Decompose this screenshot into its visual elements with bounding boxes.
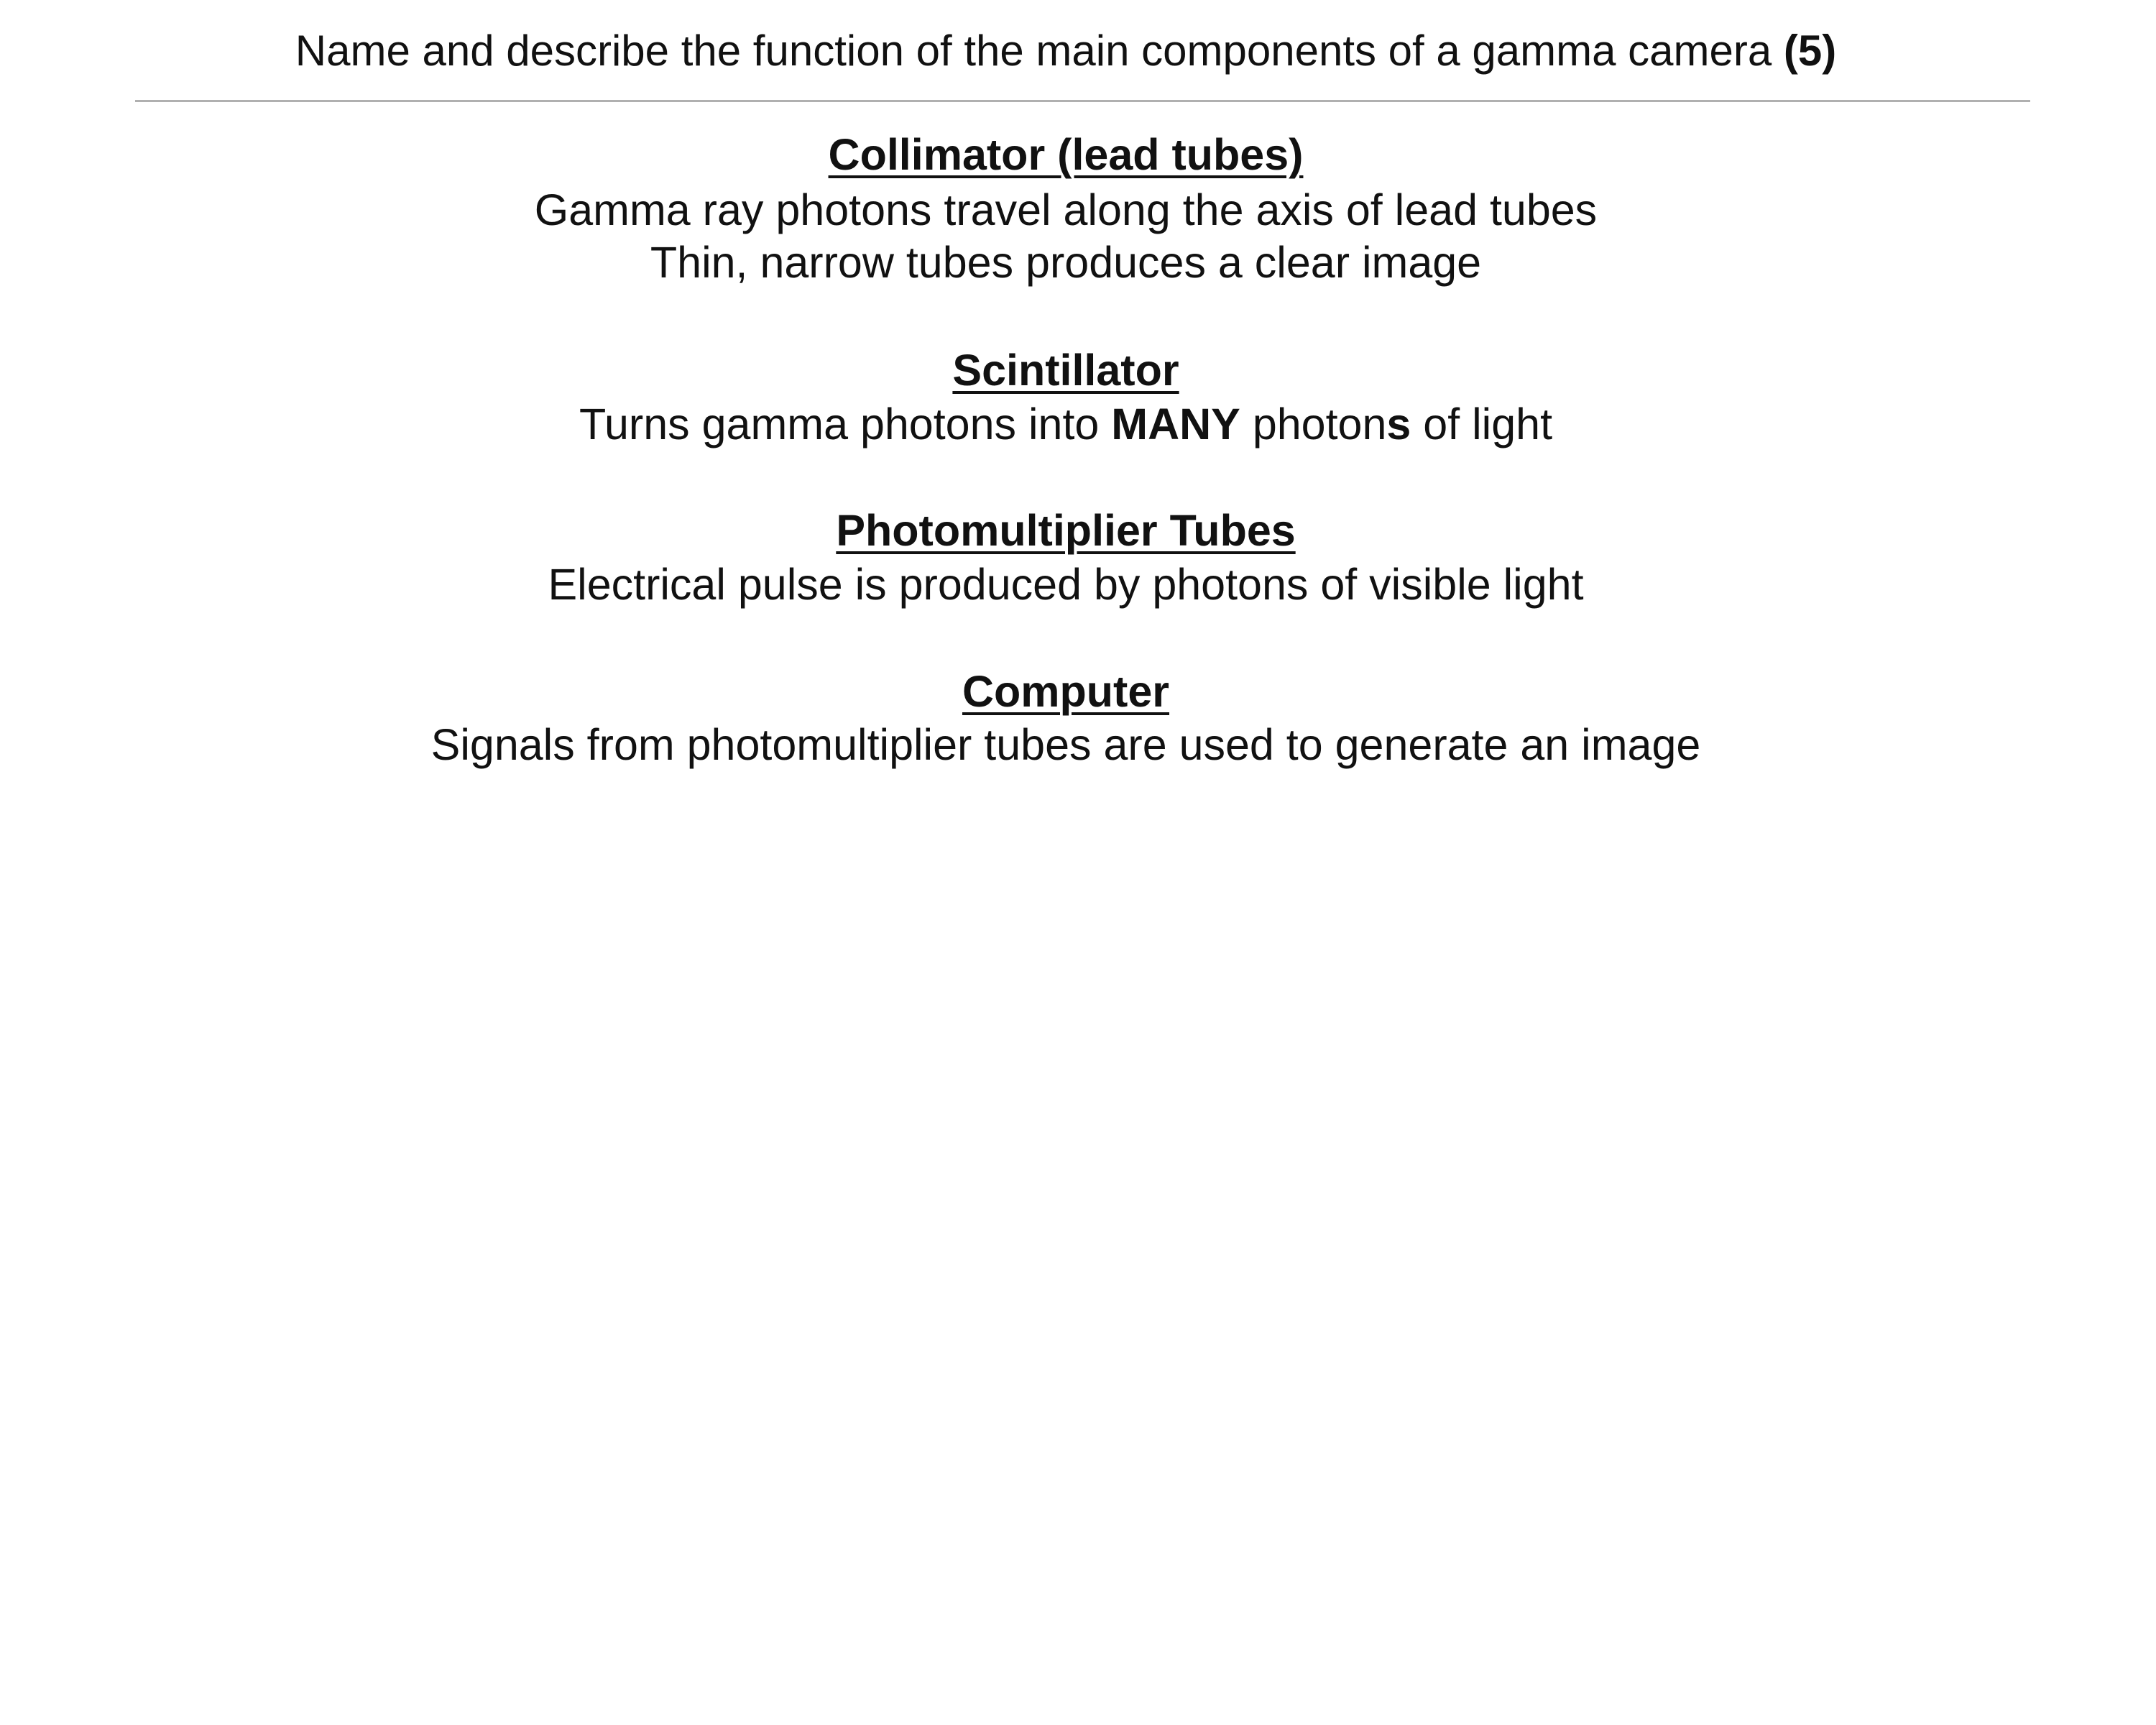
heading-scintillator: Scintillator <box>952 346 1179 395</box>
scintillator-text-1: Turns gamma photons into <box>579 400 1112 448</box>
question-title <box>0 24 2132 78</box>
scintillator-emphasis-s: s <box>1386 400 1411 448</box>
heading-collimator: Collimator (lead tubes) <box>828 130 1304 179</box>
scintillator-emphasis-many: MANY <box>1111 400 1240 448</box>
scintillator-line <box>0 397 2132 451</box>
question-marks: (5) <box>1783 27 1837 75</box>
collimator-line-2: Thin, narrow tubes produces a clear image <box>650 238 1482 287</box>
scintillator-text-2: photon <box>1240 400 1387 448</box>
question-text: Name and describe the function of the main components of a gamma camera <box>295 27 1784 75</box>
divider <box>135 100 2030 102</box>
heading-computer: Computer <box>962 667 1170 716</box>
photomultiplier-line: Electrical pulse is produced by photons of visible light <box>548 560 1584 609</box>
scintillator-text-3: of light <box>1411 400 1553 448</box>
collimator-line-1: Gamma ray photons travel along the axis of lead tubes <box>534 185 1598 234</box>
computer-line: Signals from photomultiplier tubes are used to generate an image <box>430 720 1701 769</box>
heading-photomultiplier: Photomultiplier Tubes <box>836 506 1296 555</box>
